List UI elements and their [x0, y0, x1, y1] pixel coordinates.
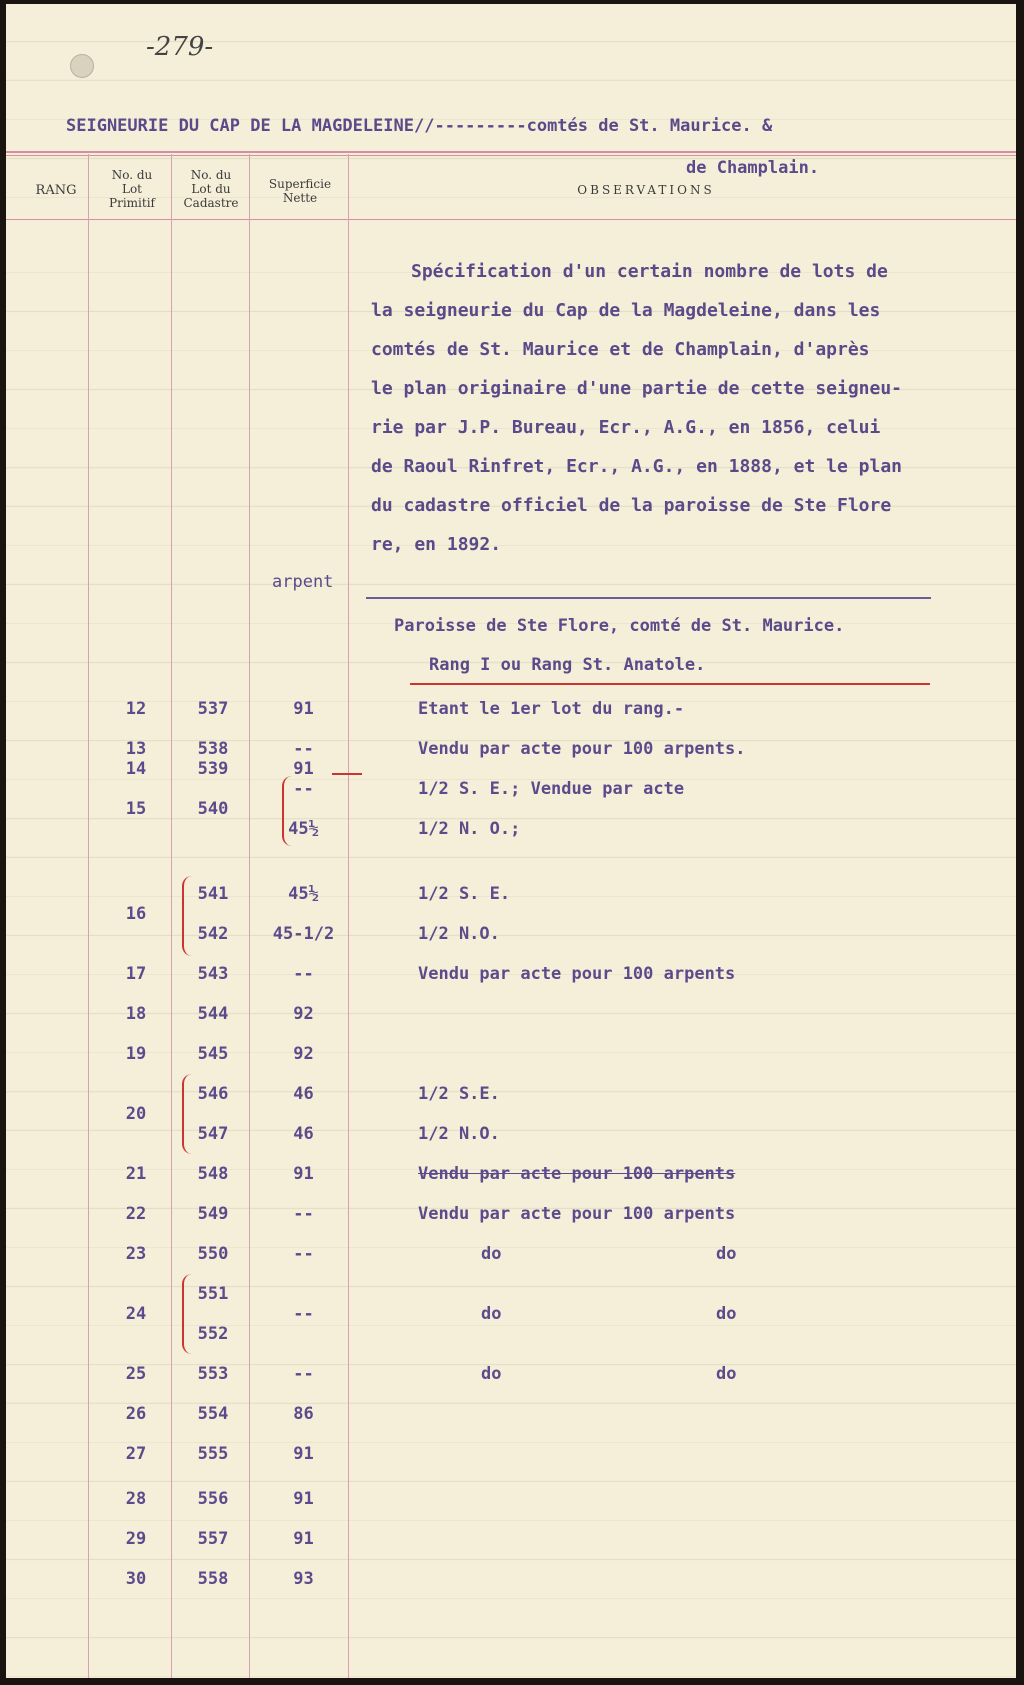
bracket-15 — [282, 776, 294, 846]
table-row — [6, 1004, 1016, 1034]
rang-heading: Rang I ou Rang St. Anatole. — [429, 655, 706, 675]
lot-cell: 548 — [197, 1164, 229, 1184]
observation-cell: 1/2 S.E. — [418, 1084, 500, 1104]
lot-cell: 539 — [197, 759, 229, 779]
observation-cell: do — [481, 1244, 502, 1264]
observation-ditto-cell: do — [716, 1304, 737, 1324]
observation-ditto-cell: do — [716, 1244, 737, 1264]
superficie-cell: 86 — [293, 1404, 314, 1424]
rang-cell: 22 — [125, 1204, 147, 1224]
observation-cell: do — [481, 1304, 502, 1324]
superficie-cell: 91 — [293, 1529, 314, 1549]
superficie-cell: -- — [293, 779, 314, 799]
rang-cell: 12 — [125, 699, 147, 719]
table-row — [6, 1164, 1016, 1194]
superficie-cell: -- — [293, 1204, 314, 1224]
rang-cell: 26 — [125, 1404, 147, 1424]
rang-heading-underline — [410, 683, 930, 685]
superficie-cell: -- — [293, 1364, 314, 1384]
superficie-cell: -- — [293, 964, 314, 984]
lot-cell: 541 — [197, 884, 229, 904]
lot-cell: 553 — [197, 1364, 229, 1384]
table-row — [6, 1364, 1016, 1394]
ledger-page — [6, 4, 1016, 1678]
binder-hole-icon — [70, 54, 94, 78]
lot-cell: 538 — [197, 739, 229, 759]
lot-cell: 537 — [197, 699, 229, 719]
superficie-cell: -- — [293, 739, 314, 759]
superficie-cell: 46 — [293, 1124, 314, 1144]
table-row — [6, 699, 1016, 729]
lot-cell: 551 — [197, 1284, 229, 1304]
col-header-lot-cadastre: No. du Lot du Cadastre — [183, 168, 239, 210]
top-rule — [6, 151, 1016, 153]
lot-cell: 557 — [197, 1529, 229, 1549]
col-header-observations: OBSERVATIONS — [577, 183, 715, 197]
superficie-cell: 91 — [293, 1444, 314, 1464]
lot-cell: 554 — [197, 1404, 229, 1424]
lot-cell: 555 — [197, 1444, 229, 1464]
observation-cell: 1/2 S. E. — [418, 884, 511, 904]
superficie-cell: -- — [293, 1244, 314, 1264]
observation-cell: Vendu par acte pour 100 arpents — [418, 1204, 736, 1224]
observation-cell: 1/2 N.O. — [418, 1124, 500, 1144]
table-row — [6, 1569, 1016, 1599]
table-row — [6, 964, 1016, 994]
observation-cell: 1/2 N. O.; — [418, 819, 521, 839]
table-row — [6, 924, 1016, 954]
rang-cell: 13 — [125, 739, 147, 759]
header-title-line — [66, 116, 772, 136]
superficie-cell: 46 — [293, 1084, 314, 1104]
lot-cell: 546 — [197, 1084, 229, 1104]
lot-cell: 550 — [197, 1244, 229, 1264]
rang-cell: 28 — [125, 1489, 147, 1509]
superficie-cell: 45½ — [288, 819, 319, 839]
table-row — [6, 1444, 1016, 1474]
intro-paragraph: Spécification d'un certain nombre de lots de la seigneurie du Cap de la Magdeleine, dans les comtés de St. Maurice et de Champlain, d'après le plan originaire d'une partie de cette seigneu- rie par J.P. Bureau, Ecr., A.G., en 1856, celui de Raoul Rinfret, Ecr., A.G., en 1888, et le plan du cadastre officiel de la paroisse de Ste Flore re, en 1892. — [371, 261, 903, 555]
table-row — [6, 819, 1016, 849]
header-bottom-rule — [6, 219, 1016, 220]
table-row — [6, 1404, 1016, 1434]
lot-cell: 544 — [197, 1004, 229, 1024]
lot-cell: 545 — [197, 1044, 229, 1064]
table-row — [6, 1489, 1016, 1519]
bracket-16 — [182, 876, 194, 956]
lot-cell: 556 — [197, 1489, 229, 1509]
col-header-superficie: Superficie Nette — [268, 177, 332, 205]
lot-cell: 552 — [197, 1324, 229, 1344]
table-row — [6, 1204, 1016, 1234]
header-county-2: de Champlain. — [686, 158, 820, 178]
observation-cell: Etant le 1er lot du rang.- — [418, 699, 685, 719]
col-header-rang: RANG — [35, 183, 77, 198]
observation-ditto-cell: do — [716, 1364, 737, 1384]
superficie-cell: 45½ — [288, 884, 319, 904]
unit-label: arpent — [272, 572, 334, 592]
observation-cell: 1/2 N.O. — [418, 924, 500, 944]
superficie-cell: 45-1/2 — [272, 924, 335, 944]
lot-cell: 558 — [197, 1569, 229, 1589]
superficie-cell: 91 — [293, 1489, 314, 1509]
rang-cell: 30 — [125, 1569, 147, 1589]
superficie-cell: 91 — [293, 759, 314, 779]
rang-cell: 21 — [125, 1164, 147, 1184]
section-divider — [366, 597, 931, 599]
tick-14 — [332, 773, 362, 775]
observation-cell: Vendu par acte pour 100 arpents — [418, 964, 736, 984]
header-county: comtés de St. Maurice. & — [526, 116, 773, 136]
lot-cell: 547 — [197, 1124, 229, 1144]
observation-cell: do — [481, 1364, 502, 1384]
header-marks: //--------- — [414, 116, 527, 136]
rang-cell: 17 — [125, 964, 147, 984]
observation-cell: Vendu par acte pour 100 arpents. — [418, 739, 746, 759]
col-header-lot-primitif: No. du Lot Primitif — [109, 168, 155, 210]
lot-cell: 540 — [197, 799, 229, 819]
lot-cell: 542 — [197, 924, 229, 944]
table-row — [6, 1324, 1016, 1354]
rang-cell: 29 — [125, 1529, 147, 1549]
table-row — [6, 1529, 1016, 1559]
table-row — [6, 1044, 1016, 1074]
superficie-cell: 91 — [293, 699, 314, 719]
rang-cell: 15 — [125, 799, 147, 819]
rang-cell: 27 — [125, 1444, 147, 1464]
table-row — [6, 1124, 1016, 1154]
top-rule-thin — [6, 155, 1016, 156]
lot-cell: 543 — [197, 964, 229, 984]
observation-cell: 1/2 S. E.; Vendue par acte — [418, 779, 685, 799]
rang-cell: 14 — [125, 759, 147, 779]
bracket-24 — [182, 1274, 194, 1354]
lot-cell: 549 — [197, 1204, 229, 1224]
rang-cell: 19 — [125, 1044, 147, 1064]
header-title: SEIGNEURIE DU CAP DE LA MAGDELEINE — [66, 116, 414, 136]
rang-cell: 16 — [125, 904, 147, 924]
bracket-20 — [182, 1074, 194, 1154]
rang-cell: 20 — [125, 1104, 147, 1124]
superficie-cell: 91 — [293, 1164, 314, 1184]
superficie-cell: -- — [293, 1304, 314, 1324]
rang-cell: 25 — [125, 1364, 147, 1384]
superficie-cell: 92 — [293, 1044, 314, 1064]
rang-cell: 24 — [125, 1304, 147, 1324]
superficie-cell: 92 — [293, 1004, 314, 1024]
table-row — [6, 1244, 1016, 1274]
superficie-cell: 93 — [293, 1569, 314, 1589]
paroisse-heading: Paroisse de Ste Flore, comté de St. Maurice. — [394, 616, 845, 636]
rang-cell: 18 — [125, 1004, 147, 1024]
page-number: -279- — [146, 32, 214, 62]
rang-cell: 23 — [125, 1244, 147, 1264]
observation-cell: Vendu par acte pour 100 arpents — [418, 1164, 736, 1184]
